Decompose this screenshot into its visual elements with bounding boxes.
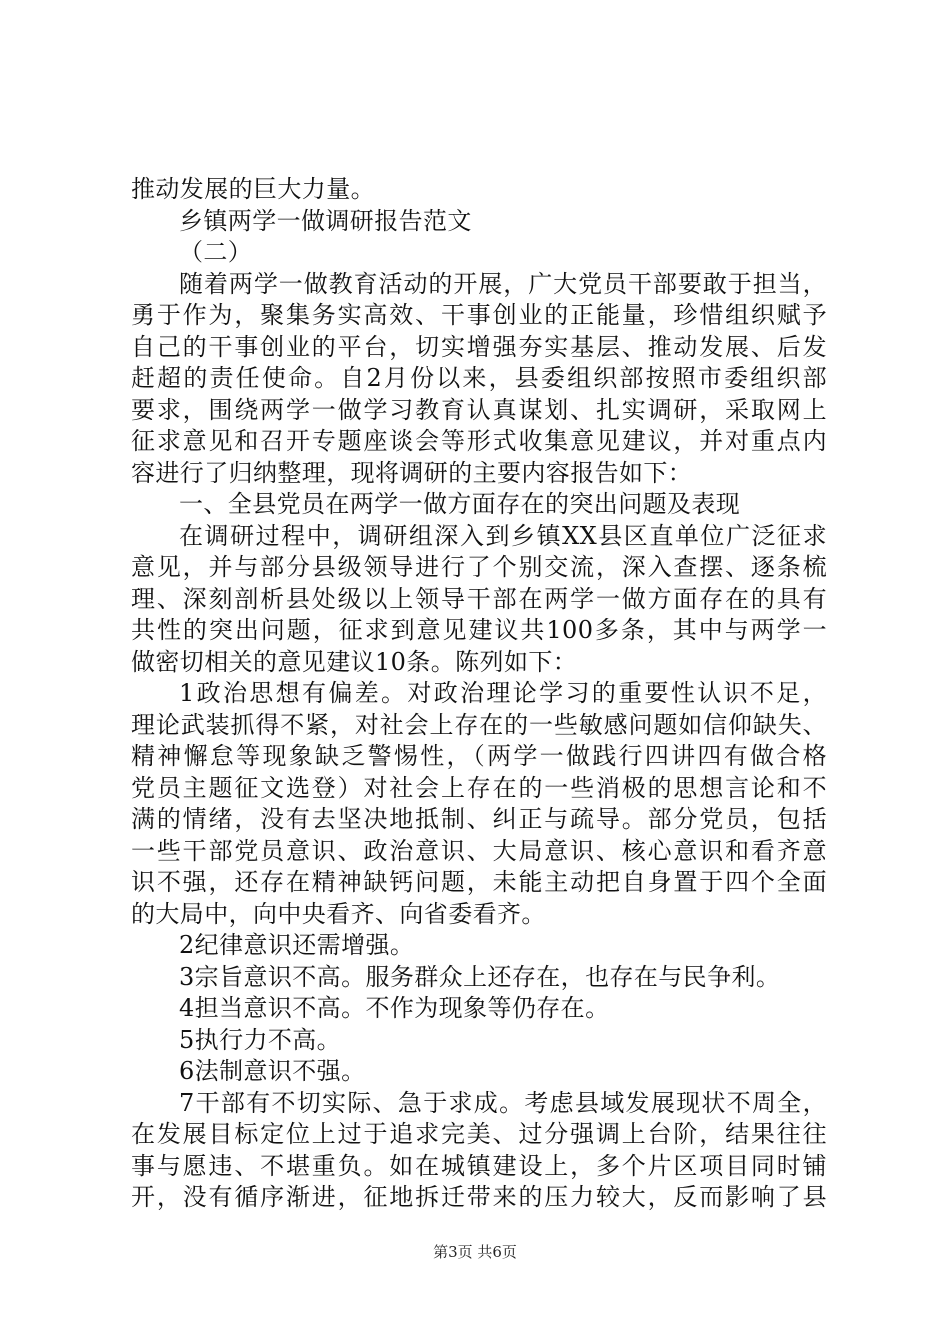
text-line: 7干部有不切实际、急于求成。考虑县域发展现状不周全， — [179, 1088, 827, 1117]
text-line: 理、深刻剖析县处级以上领导干部在两学一做方面存在的具有 — [131, 584, 827, 613]
text-line: 6法制意识不强。 — [179, 1057, 366, 1085]
text-line: 党员主题征文选登）对社会上存在的一些消极的思想言论和不 — [131, 773, 827, 802]
text-line: 自己的干事创业的平台，切实增强夯实基层、推动发展、后发 — [131, 332, 827, 361]
text-line: 赶超的责任使命。自2月份以来，县委组织部按照市委组织部 — [131, 364, 827, 392]
text-line: 理论武装抓得不紧，对社会上存在的一些敏感问题如信仰缺失、 — [131, 710, 827, 739]
text-line: 共性的突出问题，征求到意见建议共100多条，其中与两学一 — [131, 616, 827, 644]
text-line: 推动发展的巨大力量。 — [131, 175, 375, 203]
text-line: 做密切相关的意见建议10条。陈列如下： — [131, 647, 578, 676]
text-line: 容进行了归纳整理，现将调研的主要内容报告如下： — [131, 458, 693, 487]
text-line: 识不强，还存在精神缺钙问题，未能主动把自身置于四个全面 — [131, 868, 827, 896]
text-line: （二） — [179, 238, 253, 266]
text-line: 一些干部党员意识、政治意识、大局意识、核心意识和看齐意 — [131, 836, 827, 865]
text-line: 开，没有循序渐进，征地拆迁带来的压力较大，反而影响了县 — [131, 1183, 827, 1211]
text-line: 的大局中，向中央看齐、向省委看齐。 — [131, 899, 546, 928]
text-line: 一、全县党员在两学一做方面存在的突出问题及表现 — [179, 490, 741, 518]
text-line: 在发展目标定位上过于追求完美、过分强调上台阶，结果往往 — [131, 1120, 827, 1148]
text-line: 4担当意识不高。不作为现象等仍存在。 — [179, 994, 610, 1022]
document-body — [131, 174, 827, 1214]
page-footer: 第3页 共6页 — [433, 1243, 517, 1261]
text-line: 3宗旨意识不高。服务群众上还存在，也存在与民争利。 — [179, 962, 781, 991]
text-line: 5执行力不高。 — [179, 1025, 342, 1054]
text-line: 要求，围绕两学一做学习教育认真谋划、扎实调研，采取网上 — [131, 395, 827, 424]
text-line: 乡镇两学一做调研报告范文 — [179, 206, 472, 235]
text-line: 意见，并与部分县级领导进行了个别交流，深入查摆、逐条梳 — [131, 553, 827, 581]
text-line: 1政治思想有偏差。对政治理论学习的重要性认识不足， — [179, 679, 827, 707]
text-line: 2纪律意识还需增强。 — [179, 931, 415, 959]
text-line: 事与愿违、不堪重负。如在城镇建设上，多个片区项目同时铺 — [131, 1151, 827, 1180]
text-line: 随着两学一做教育活动的开展，广大党员干部要敢于担当， — [179, 269, 827, 298]
text-line: 在调研过程中，调研组深入到乡镇XX县区直单位广泛征求 — [179, 521, 827, 550]
text-line: 勇于作为，聚集务实高效、干事创业的正能量，珍惜组织赋予 — [131, 301, 827, 329]
text-line: 征求意见和召开专题座谈会等形式收集意见建议，并对重点内 — [131, 427, 827, 455]
text-line: 精神懈怠等现象缺乏警惕性，（两学一做践行四讲四有做合格 — [131, 742, 827, 770]
text-line: 满的情绪，没有去坚决地抵制、纠正与疏导。部分党员，包括 — [131, 805, 827, 833]
